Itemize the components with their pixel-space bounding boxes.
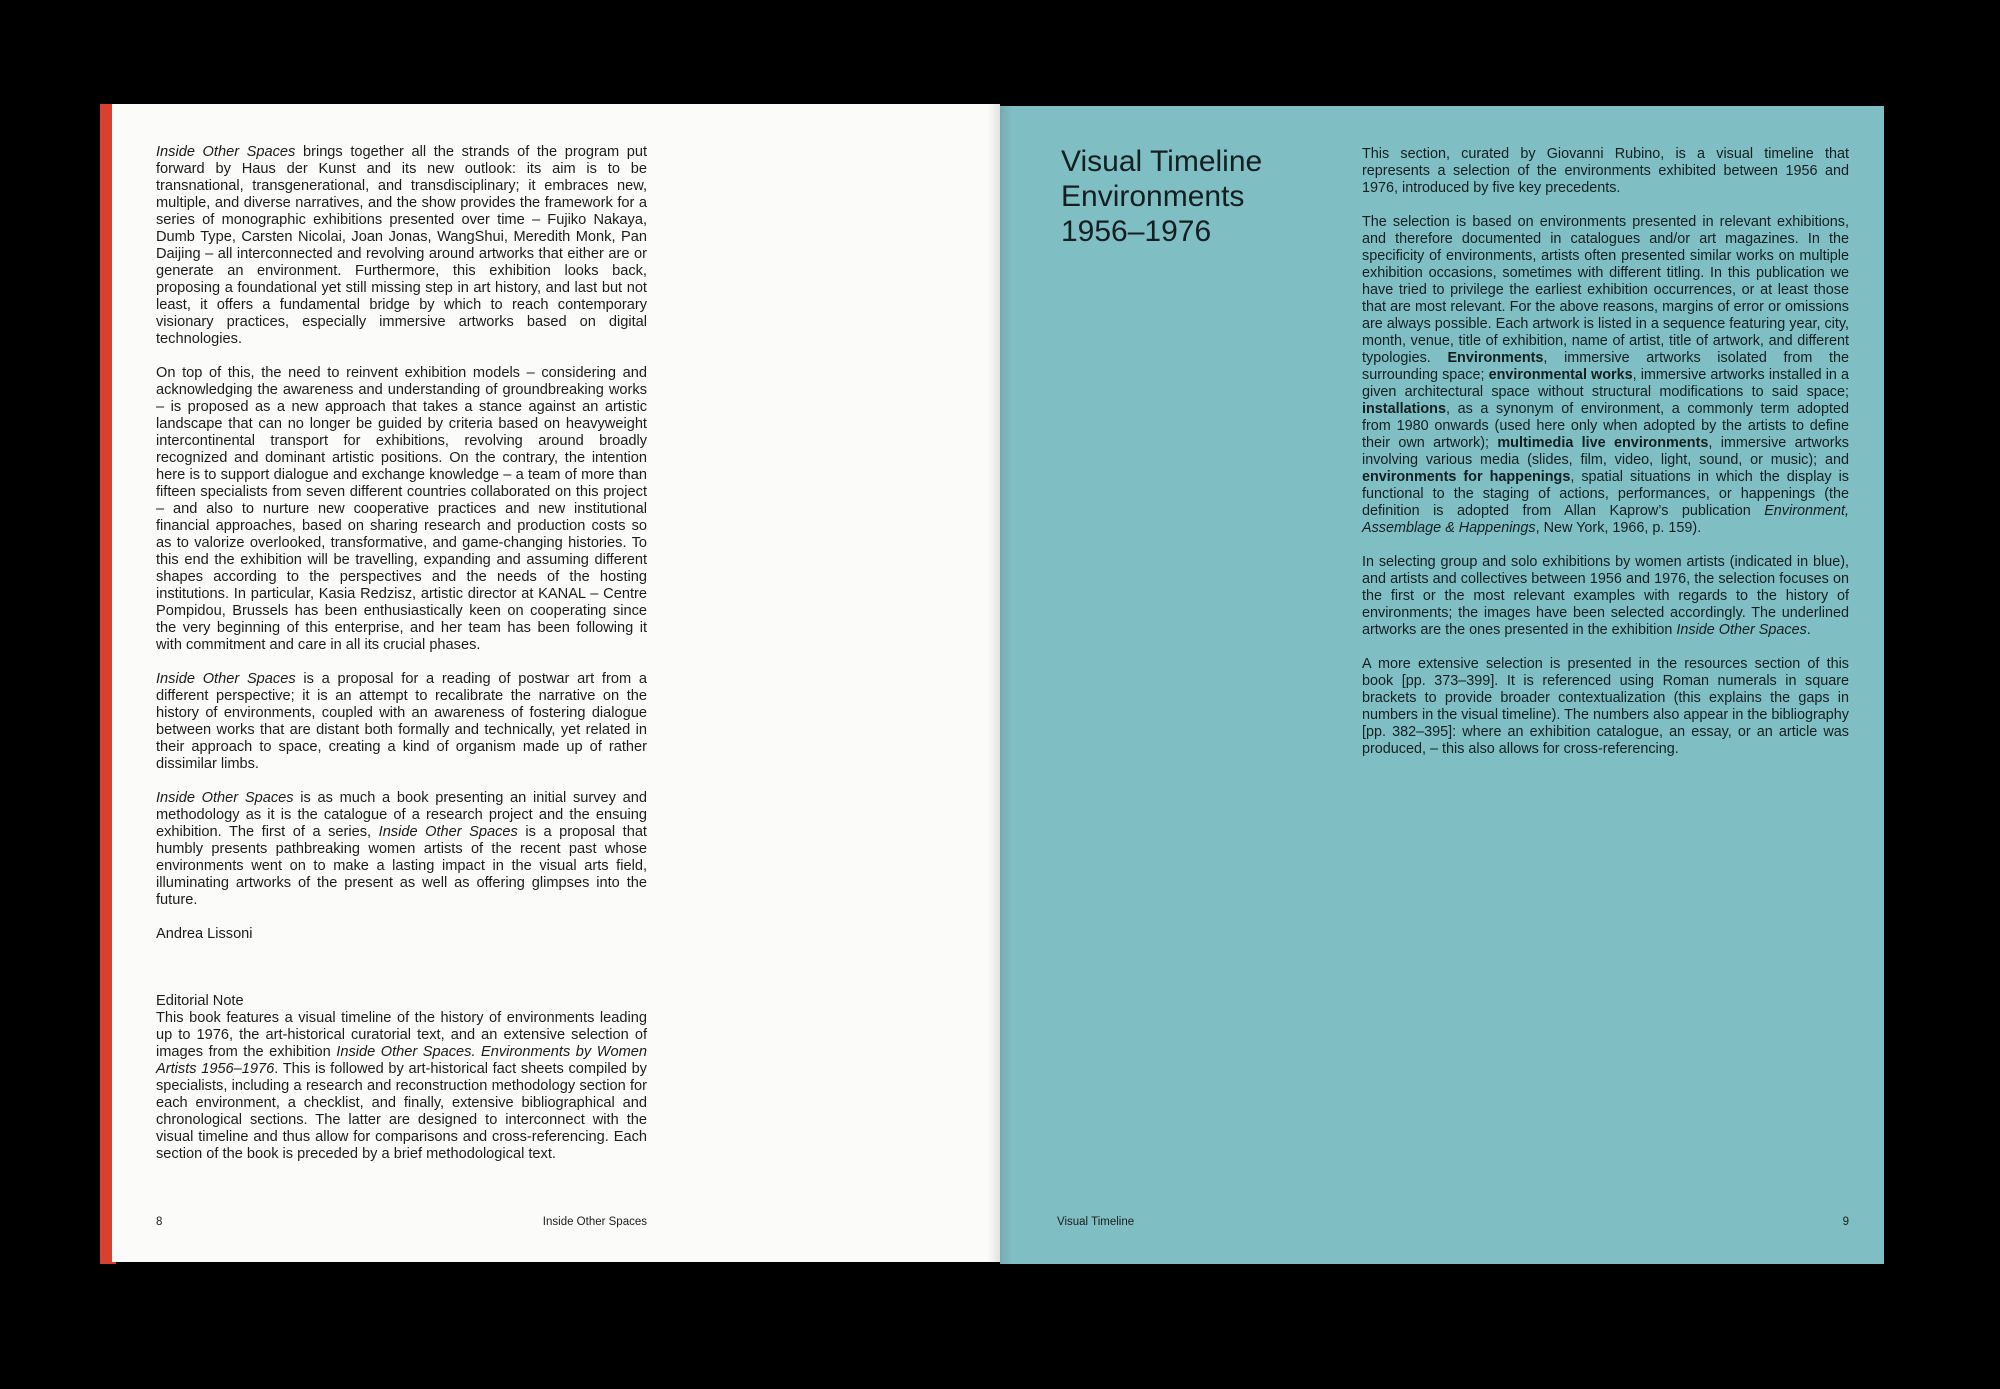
section-title xyxy=(1061,144,1341,249)
left-running-head: Inside Other Spaces xyxy=(542,1216,647,1228)
section-title-line-1: Visual Timeline xyxy=(1061,145,1263,178)
left-paragraph-1: Inside Other Spaces brings together all the strands of the program put forward by Haus der Kunst and its new outlook: its aim is to be transnational, transgenerational, and transdisciplinary; it embraces new, multiple, and diverse narratives, and the show provides the framework for a series of monographic exhibitions presented over time – Fujiko Nakaya, Dumb Type, Carsten Nicolai, Joan Jonas, WangShui, Meredith Monk, Pan Daijing – all interconnected and revolving around artworks that either are or generate an environment. Furthermore, this exhibition looks back, proposing a foundational yet still missing step in art history, and last but not least, it offers a fundamental bridge by which to reach contemporary visionary practices, especially immersive artworks based on digital technologies. xyxy=(156,144,648,347)
left-body-column xyxy=(156,144,647,960)
editorial-note-body: This book features a visual timeline of the history of environments leading up to 1976, the art-historical curatorial text, and an extensive selection of images from the exhibition Inside Other Spaces. Environments by Women Artists 1956–1976. This is followed by art-historical fact sheets compiled by specialists, including a research and reconstruction methodology section for each environment, a checklist, and finally, extensive bibliographical and chronological sections. The latter are designed to interconnect with the visual timeline and thus allow for comparisons and cross-referencing. Each section of the book is preceded by a brief methodological text. xyxy=(156,1010,647,1162)
section-title-line-3: 1956–1976 xyxy=(1061,215,1212,248)
left-paragraph-4: Inside Other Spaces is as much a book presenting an initial survey and methodology as it is the catalogue of a research project and the ensuing exhibition. The first of a series, Inside Other Spaces is a proposal that humbly presents pathbreaking women artists of the recent past whose environments went on to make a lasting impact in the visual arts field, illuminating artworks of the present as well as offering glimpses into the future. xyxy=(156,790,648,908)
editorial-note-title: Editorial Note xyxy=(156,993,244,1009)
author-signature: Andrea Lissoni xyxy=(156,926,253,942)
right-paragraph-4: A more extensive selection is presented in the resources section of this book [pp. 373–399]. It is referenced using Roman numerals in square brackets to provide broader contextualization (this explains the gaps in numbers in the visual timeline). The numbers also appear in the bibliography [pp. 382–395]: where an exhibition catalogue, an essay, or an article was produced, – this also allows for cross-referencing. xyxy=(1362,656,1849,757)
section-title-line-2: Environments xyxy=(1061,180,1245,213)
left-paragraph-3: Inside Other Spaces is a proposal for a reading of postwar art from a different perspective; it is an attempt to recalibrate the narrative on the history of environments, coupled with an awareness of fostering dialogue between works that are distant both formally and technically, yet related in their approach to space, creating a kind of organism made up of rather dissimilar limbs. xyxy=(156,671,647,772)
right-running-head: Visual Timeline xyxy=(1057,1216,1135,1228)
right-paragraph-1: This section, curated by Giovanni Rubino, is a visual timeline that represents a selection of the environments exhibited between 1956 and 1976, introduced by five key precedents. xyxy=(1362,146,1849,196)
right-paragraph-2: The selection is based on environments presented in relevant exhibitions, and therefore documented in catalogues and/or art magazines. In the specificity of environments, artists often presented similar works on multiple exhibition occasions, sometimes with different titling. In this publication we have tried to privilege the earliest exhibition occurrences, or at least those that are most relevant. For the above reasons, margins of error or omissions are always possible. Each artwork is listed in a sequence featuring year, city, month, venue, title of exhibition, name of artist, title of artwork, and different typologies. Environments, immersive artworks isolated from the surrounding space; environmental works, immersive artworks installed in a given architectural space without structural modifications to said space; installations, as a synonym of environment, a commonly term adopted from 1980 onwards (used here only when adopted by the artists to define their own artwork); multimedia live environments, immersive artworks involving various media (slides, film, video, light, sound, or music); and environments for happenings, spatial situations in which the display is functional to the staging of actions, performances, or happenings (the definition is adopted from Allan Kaprow’s publication Environment, Assemblage & Happenings, New York, 1966, p. 159). xyxy=(1362,214,1849,536)
book-gutter-shadow xyxy=(988,104,1012,1264)
left-paragraph-2: On top of this, the need to reinvent exhibition models – considering and acknowledging the awareness and understanding of groundbreaking works – is proposed as a new approach that takes a stance against an artistic landscape that can no longer be guided by criteria based on heavyweight intercontinental transport for exhibitions, revolving around broadly recognized and dominant artistic positions. On the contrary, the intention here is to support dialogue and exchange knowledge – a team of more than fifteen specialists from seven different countries collaborated on this project – and also to nurture new cooperative practices and new institutional financial approaches, based on sharing research and production costs so as to valorize overlooked, transformative, and game-changing histories. To this end the exhibition will be travelling, expanding and assuming different shapes according to the perspectives and the needs of the hosting institutions. In particular, Kasia Redzisz, artistic director at KANAL – Centre Pompidou, Brussels has been enthusiastically keen on cooperating since the very beginning of this enterprise, and her team has been following it with commitment and care in all its crucial phases. xyxy=(156,365,647,653)
right-body-column xyxy=(1362,146,1849,775)
right-paragraph-3: In selecting group and solo exhibitions by women artists (indicated in blue), and artists and collectives between 1956 and 1976, the selection focuses on the first or the most relevant examples with regards to the history of environments; the images have been selected accordingly. The underlined artworks are the ones presented in the exhibition Inside Other Spaces. xyxy=(1362,554,1849,638)
left-page-number: 8 xyxy=(156,1216,163,1228)
right-page-number: 9 xyxy=(1842,1216,1849,1228)
